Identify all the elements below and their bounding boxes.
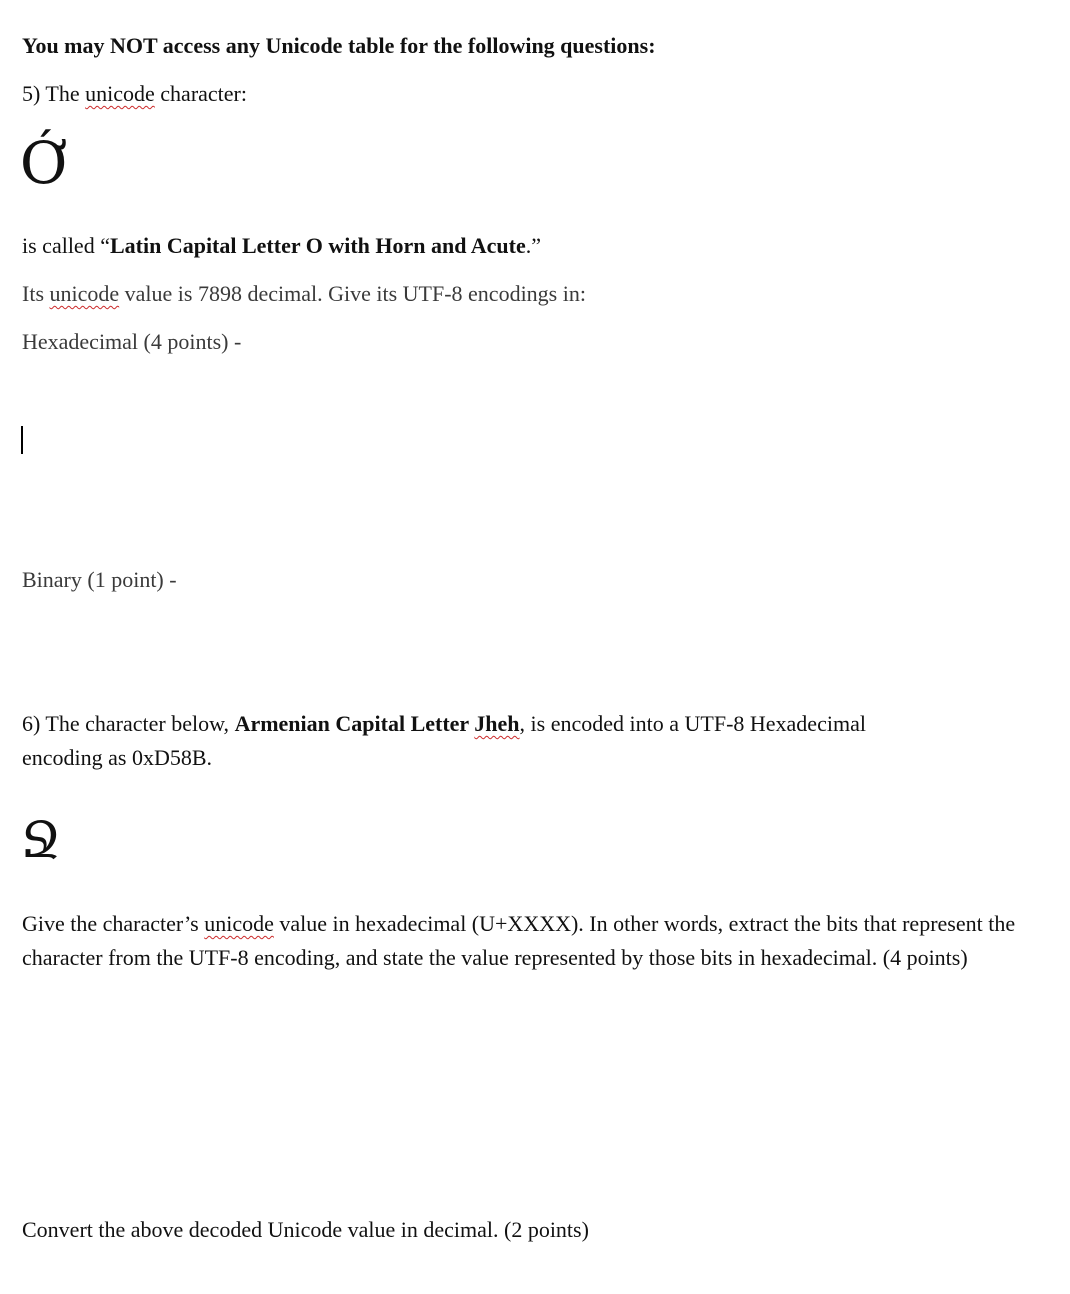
q5-intro: [22, 77, 247, 111]
q6-glyph: Ջ: [20, 811, 62, 869]
q6-intro-post: , is encoded into a UTF-8 Hexadecimal: [519, 711, 866, 736]
q6-intro-line2: encoding as 0xD58B.: [22, 745, 213, 770]
q5-value: [22, 277, 586, 311]
q6-intro: [22, 707, 866, 741]
text-cursor[interactable]: [21, 426, 23, 454]
q6-give-pre: Give the character’s: [22, 911, 205, 936]
q5-hex-label: Hexadecimal (4 points) -: [22, 329, 242, 354]
q5-value-word: unicode: [49, 281, 120, 306]
q6-intro-bold-a: Armenian Capital Letter: [234, 711, 475, 736]
q6-give-post: value in hexadecimal (U+XXXX). In other words, extract the bits that represent the character from the UTF-8 encoding, and state the value represented by those bits in hexadecimal. (4 points): [22, 911, 1016, 970]
q5-intro-word: unicode: [85, 81, 155, 106]
q5-called: [22, 229, 541, 263]
q6-intro-pre: 6) The character below,: [22, 711, 235, 736]
q6-convert: Convert the above decoded Unicode value in decimal. (2 points): [22, 1217, 589, 1242]
q5-called-name: Latin Capital Letter O with Horn and Acute: [109, 233, 526, 258]
q5-intro-post: character:: [154, 81, 247, 106]
instruction-heading: You may NOT access any Unicode table for the following questions:: [22, 33, 656, 58]
q5-binary-label: Binary (1 point) -: [22, 567, 177, 592]
q5-called-pre: is called “: [22, 233, 110, 258]
q6-intro-bold-word: Jheh: [474, 711, 520, 736]
q5-glyph: Ớ: [20, 129, 68, 197]
q5-value-pre: Its: [22, 281, 50, 306]
q6-give: [22, 907, 1022, 975]
q5-intro-pre: 5) The: [22, 81, 86, 106]
q5-called-post: .”: [525, 233, 541, 258]
q5-value-post: value is 7898 decimal. Give its UTF-8 encodings in:: [119, 281, 586, 306]
q6-give-word: unicode: [204, 911, 274, 936]
